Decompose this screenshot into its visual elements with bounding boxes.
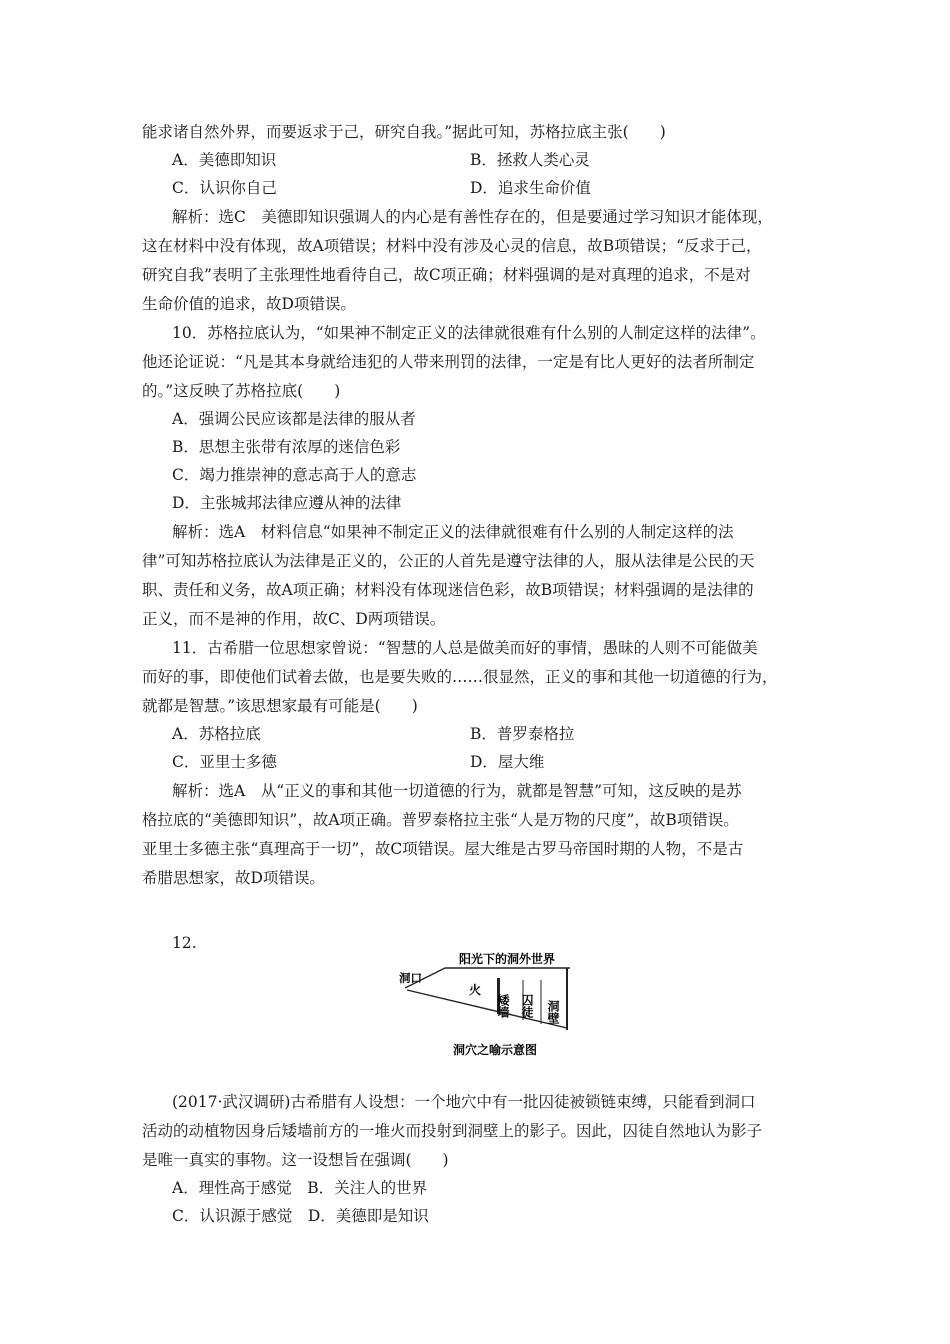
q10-option-c: C．竭力推崇神的意志高于人的意志 — [172, 466, 417, 484]
q9-option-c: C．认识你自己 — [172, 179, 277, 197]
cave-allegory-diagram — [395, 950, 575, 1062]
q10-stem-line: 他还论证说：“凡是其本身就给违犯的人带来刑罚的法律，一定是有比人更好的法者所制定 — [142, 353, 755, 371]
q10-stem-line: 的。”这反映了苏格拉底( ) — [142, 382, 341, 400]
q11-analysis-line: 亚里士多德主张“真理高于一切”，故C项错误。屋大维是古罗马帝国时期的人物，不是古 — [142, 840, 744, 858]
q12-options-ab: A．理性高于感觉 B．关注人的世界 — [172, 1179, 428, 1197]
q11-stem-line: 11．古希腊一位思想家曾说：“智慧的人总是做美而好的事情，愚昧的人则不可能做美 — [172, 639, 758, 657]
q12-number: 12. — [172, 934, 197, 952]
q11-analysis-line: 格拉底的“美德即知识”，故A项正确。普罗泰格拉主张“人是万物的尺度”，故B项错误。 — [142, 811, 739, 829]
low-wall-label: 矮墙 — [496, 994, 510, 1018]
q9-analysis-line: 生命价值的追求，故D项错误。 — [142, 295, 356, 313]
q11-option-c: C．亚里士多德 — [172, 753, 277, 771]
q9-option-a: A．美德即知识 — [172, 151, 277, 169]
cave-mouth-label: 洞口 — [399, 971, 422, 985]
q10-analysis-line: 职、责任和义务，故A项正确；材料没有体现迷信色彩，故B项错误；材料强调的是法律的 — [142, 581, 754, 599]
prisoners-label: 囚徒 — [520, 994, 534, 1018]
q9-option-b: B．拯救人类心灵 — [470, 151, 590, 169]
q10-option-b: B．思想主张带有浓厚的迷信色彩 — [172, 438, 401, 456]
q10-analysis-line: 律”可知苏格拉底认为法律是正义的，公正的人首先是遵守法律的人，服从法律是公民的天 — [142, 552, 755, 570]
q9-analysis-line: 研究自我”表明了主张理性地看待自己，故C项正确；材料强调的是对真理的追求，不是对 — [142, 266, 751, 284]
q12-stem-line: 活动的动植物因身后矮墙前方的一堆火而投射到洞壁上的影子。因此，囚徒自然地认为影子 — [142, 1122, 763, 1140]
q11-option-d: D．屋大维 — [470, 753, 545, 771]
q10-analysis-line: 正义，而不是神的作用，故C、D两项错误。 — [142, 610, 446, 628]
q10-analysis-line: 解析：选A 材料信息“如果神不制定正义的法律就很难有什么别的人制定这样的法 — [172, 523, 734, 541]
q9-analysis-line: 这在材料中没有体现，故A项错误；材料中没有涉及心灵的信息，故B项错误；“反求于己， — [142, 237, 762, 255]
q12-options-cd: C．认识源于感觉 D．美德即是知识 — [172, 1207, 429, 1225]
cave-outside-label: 阳光下的洞外世界 — [458, 952, 556, 966]
q9-analysis-line: 解析：选C 美德即知识强调人的内心是有善性存在的，但是要通过学习知识才能体现， — [172, 208, 773, 226]
q11-analysis-line: 希腊思想家，故D项错误。 — [142, 869, 325, 887]
q9-stem-tail: 能求诸自然外界，而要返求于己，研究自我。”据此可知，苏格拉底主张( ) — [142, 123, 666, 141]
cave-wall-label: 洞壁 — [546, 1000, 560, 1024]
q10-option-a: A．强调公民应该都是法律的服从者 — [172, 410, 416, 428]
q10-option-d: D．主张城邦法律应遵从神的法律 — [172, 494, 402, 512]
q12-stem-line: 是唯一真实的事物。这一设想旨在强调( ) — [142, 1151, 449, 1169]
q9-option-d: D．追求生命价值 — [470, 179, 591, 197]
fire-label: 火 — [469, 983, 482, 997]
q11-stem-line: 就都是智慧。”该思想家最有可能是( ) — [142, 697, 418, 715]
q11-analysis-line: 解析：选A 从“正义的事和其他一切道德的行为，就都是智慧”可知，这反映的是苏 — [172, 782, 742, 800]
q11-option-a: A．苏格拉底 — [172, 725, 261, 743]
q10-stem-line: 10．苏格拉底认为，“如果神不制定正义的法律就很难有什么别的人制定这样的法律”。 — [172, 324, 766, 342]
figure-caption: 洞穴之喻示意图 — [452, 1043, 538, 1057]
q11-option-b: B．普罗泰格拉 — [470, 725, 575, 743]
q12-stem-line: (2017·武汉调研)古希腊有人设想：一个地穴中有一批囚徒被锁链束缚，只能看到洞口 — [172, 1093, 756, 1111]
q11-stem-line: 而好的事，即使他们试着去做，也是要失败的……很显然，正义的事和其他一切道德的行为， — [142, 668, 778, 686]
